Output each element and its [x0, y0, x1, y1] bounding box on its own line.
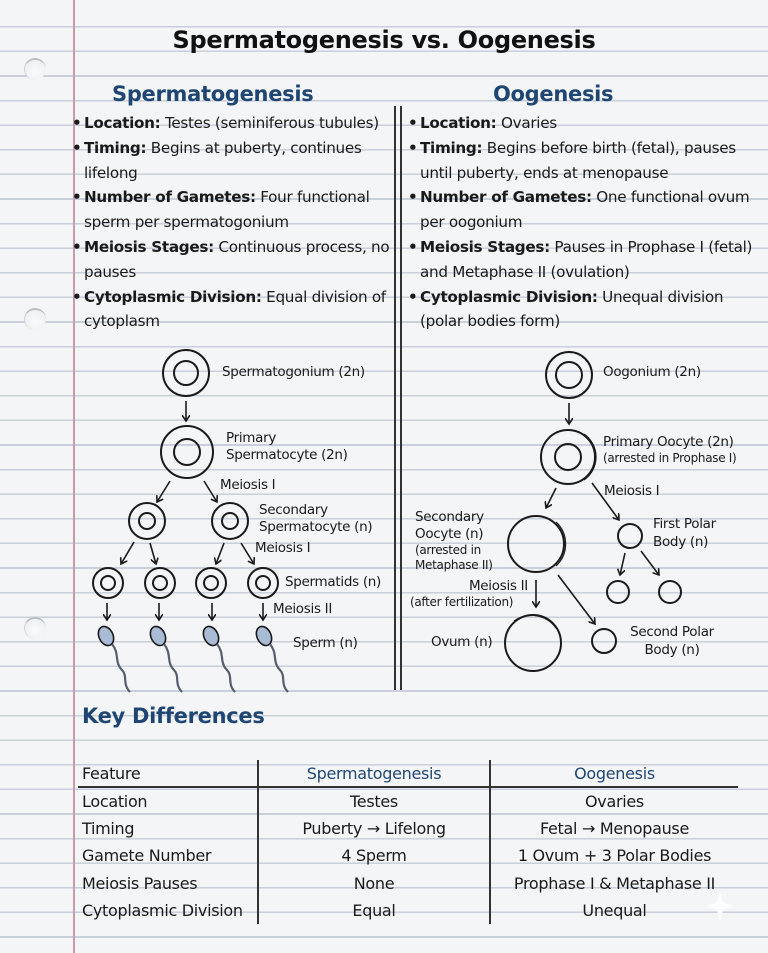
cell-oogenesis: Fetal → Menopause — [490, 815, 738, 842]
label-primary-spermatocyte-line1: Primary — [226, 430, 277, 446]
cell-oogenesis: Unequal — [490, 897, 738, 924]
oogenesis-bullets — [408, 111, 760, 334]
label-ovum: Ovum (n) — [431, 634, 493, 650]
bullet-location: • Location: Ovaries — [408, 111, 760, 136]
cell-spermatogenesis: Testes — [258, 787, 490, 814]
label-after-fertilization: (after fertilization) — [410, 595, 514, 609]
secondary-spermatocyte-cell-icon — [129, 503, 248, 539]
label-arrested-prophase: (arrested in Prophase I) — [603, 451, 737, 465]
table-header-row — [78, 760, 738, 787]
bullet-meiosis-stages: • Meiosis Stages: Pauses in Prophase I (fetal) and Metaphase II (ovulation) — [408, 235, 760, 285]
oogonium-cell-icon — [546, 352, 592, 398]
column-divider — [394, 106, 402, 690]
sperm-icon — [95, 624, 288, 692]
column-header-oogenesis: Oogenesis — [490, 760, 738, 787]
table-row — [78, 815, 738, 842]
label-spermatids: Spermatids (n) — [285, 574, 382, 590]
spermatogenesis-bullets — [72, 111, 390, 334]
bullet-cytoplasmic-division: • Cytoplasmic Division: Unequal division (polar bodies form) — [408, 285, 760, 335]
table-row — [78, 897, 738, 924]
key-differences-table — [78, 760, 738, 924]
bullet-location: • Location: Testes (seminiferous tubules) — [72, 111, 390, 136]
key-differences-heading: Key Differences — [82, 704, 265, 728]
cell-feature: Meiosis Pauses — [82, 873, 198, 893]
label-secondary-spermatocyte-line1: Secondary — [259, 502, 328, 518]
cell-oogenesis: Prophase I & Metaphase II — [490, 870, 738, 897]
label-meiosis-ii: Meiosis II — [468, 578, 528, 594]
spermatogonium-cell-icon — [163, 350, 209, 396]
bullet-timing: • Timing: Begins at puberty, continues lifelong — [72, 136, 390, 186]
cell-feature: Cytoplasmic Division — [82, 901, 243, 921]
bullet-timing: • Timing: Begins before birth (fetal), pauses until puberty, ends at menopause — [408, 136, 760, 186]
table-row — [78, 842, 738, 869]
column-header-spermatogenesis: Spermatogenesis — [258, 760, 490, 787]
label-secondary-oocyte-line1: Secondary — [415, 509, 484, 525]
label-meiosis-i: Meiosis I — [220, 477, 276, 493]
punch-hole-icon — [24, 58, 46, 80]
label-secondary-spermatocyte-line2: Spermatocyte (n) — [259, 519, 373, 535]
primary-spermatocyte-cell-icon — [161, 426, 213, 478]
label-secondary-oocyte-line2: Oocyte (n) — [415, 526, 484, 542]
cell-feature: Gamete Number — [82, 846, 212, 866]
table-row — [78, 787, 738, 814]
cell-oogenesis: 1 Ovum + 3 Polar Bodies — [490, 842, 738, 869]
label-second-polar-line1: Second Polar — [630, 624, 714, 640]
label-meiosis-ii: Meiosis II — [273, 601, 333, 617]
second-polar-body-icon — [592, 629, 616, 653]
label-metaphase-ii: Metaphase II) — [415, 558, 493, 572]
table-row — [78, 870, 738, 897]
column-header-feature: Feature — [78, 760, 258, 787]
label-primary-spermatocyte-line2: Spermatocyte (2n) — [226, 447, 348, 463]
first-polar-body-icon — [618, 524, 642, 548]
secondary-oocyte-cell-icon — [508, 516, 566, 572]
cell-oogenesis: Ovaries — [490, 787, 738, 814]
oogenesis-heading: Oogenesis — [493, 82, 614, 106]
cell-spermatogenesis: 4 Sperm — [258, 842, 490, 869]
label-meiosis-i: Meiosis I — [604, 483, 660, 499]
label-second-polar-line2: Body (n) — [644, 642, 700, 658]
primary-oocyte-cell-icon — [541, 430, 596, 484]
polar-body-icon — [607, 581, 681, 603]
label-primary-oocyte: Primary Oocyte (2n) — [603, 434, 734, 450]
bullet-number-of-gametes: • Number of Gametes: One functional ovum per oogonium — [408, 185, 760, 235]
cell-feature: Location — [82, 792, 148, 812]
spermatogenesis-heading: Spermatogenesis — [112, 82, 314, 106]
spermatid-cell-icon — [93, 568, 278, 598]
punch-hole-icon — [24, 617, 46, 639]
label-first-polar-line2: Body (n) — [653, 534, 709, 550]
cell-feature: Timing — [82, 818, 135, 838]
ovum-cell-icon — [505, 615, 561, 671]
page-title: Spermatogenesis vs. Oogenesis — [172, 26, 596, 54]
label-oogonium: Oogonium (2n) — [603, 364, 701, 380]
cell-spermatogenesis: Equal — [258, 897, 490, 924]
label-meiosis-i-second: Meiosis I — [255, 540, 311, 556]
punch-hole-icon — [24, 308, 46, 330]
bullet-number-of-gametes: • Number of Gametes: Four functional sperm per spermatogonium — [72, 185, 390, 235]
cell-spermatogenesis: None — [258, 870, 490, 897]
bullet-cytoplasmic-division: • Cytoplasmic Division: Equal division of cytoplasm — [72, 285, 390, 335]
label-sperm: Sperm (n) — [293, 635, 358, 651]
label-first-polar-line1: First Polar — [653, 516, 716, 532]
cell-spermatogenesis: Puberty → Lifelong — [258, 815, 490, 842]
label-arrested-in: (arrested in — [415, 543, 481, 557]
label-spermatogonium: Spermatogonium (2n) — [222, 364, 365, 380]
bullet-meiosis-stages: • Meiosis Stages: Continuous process, no pauses — [72, 235, 390, 285]
